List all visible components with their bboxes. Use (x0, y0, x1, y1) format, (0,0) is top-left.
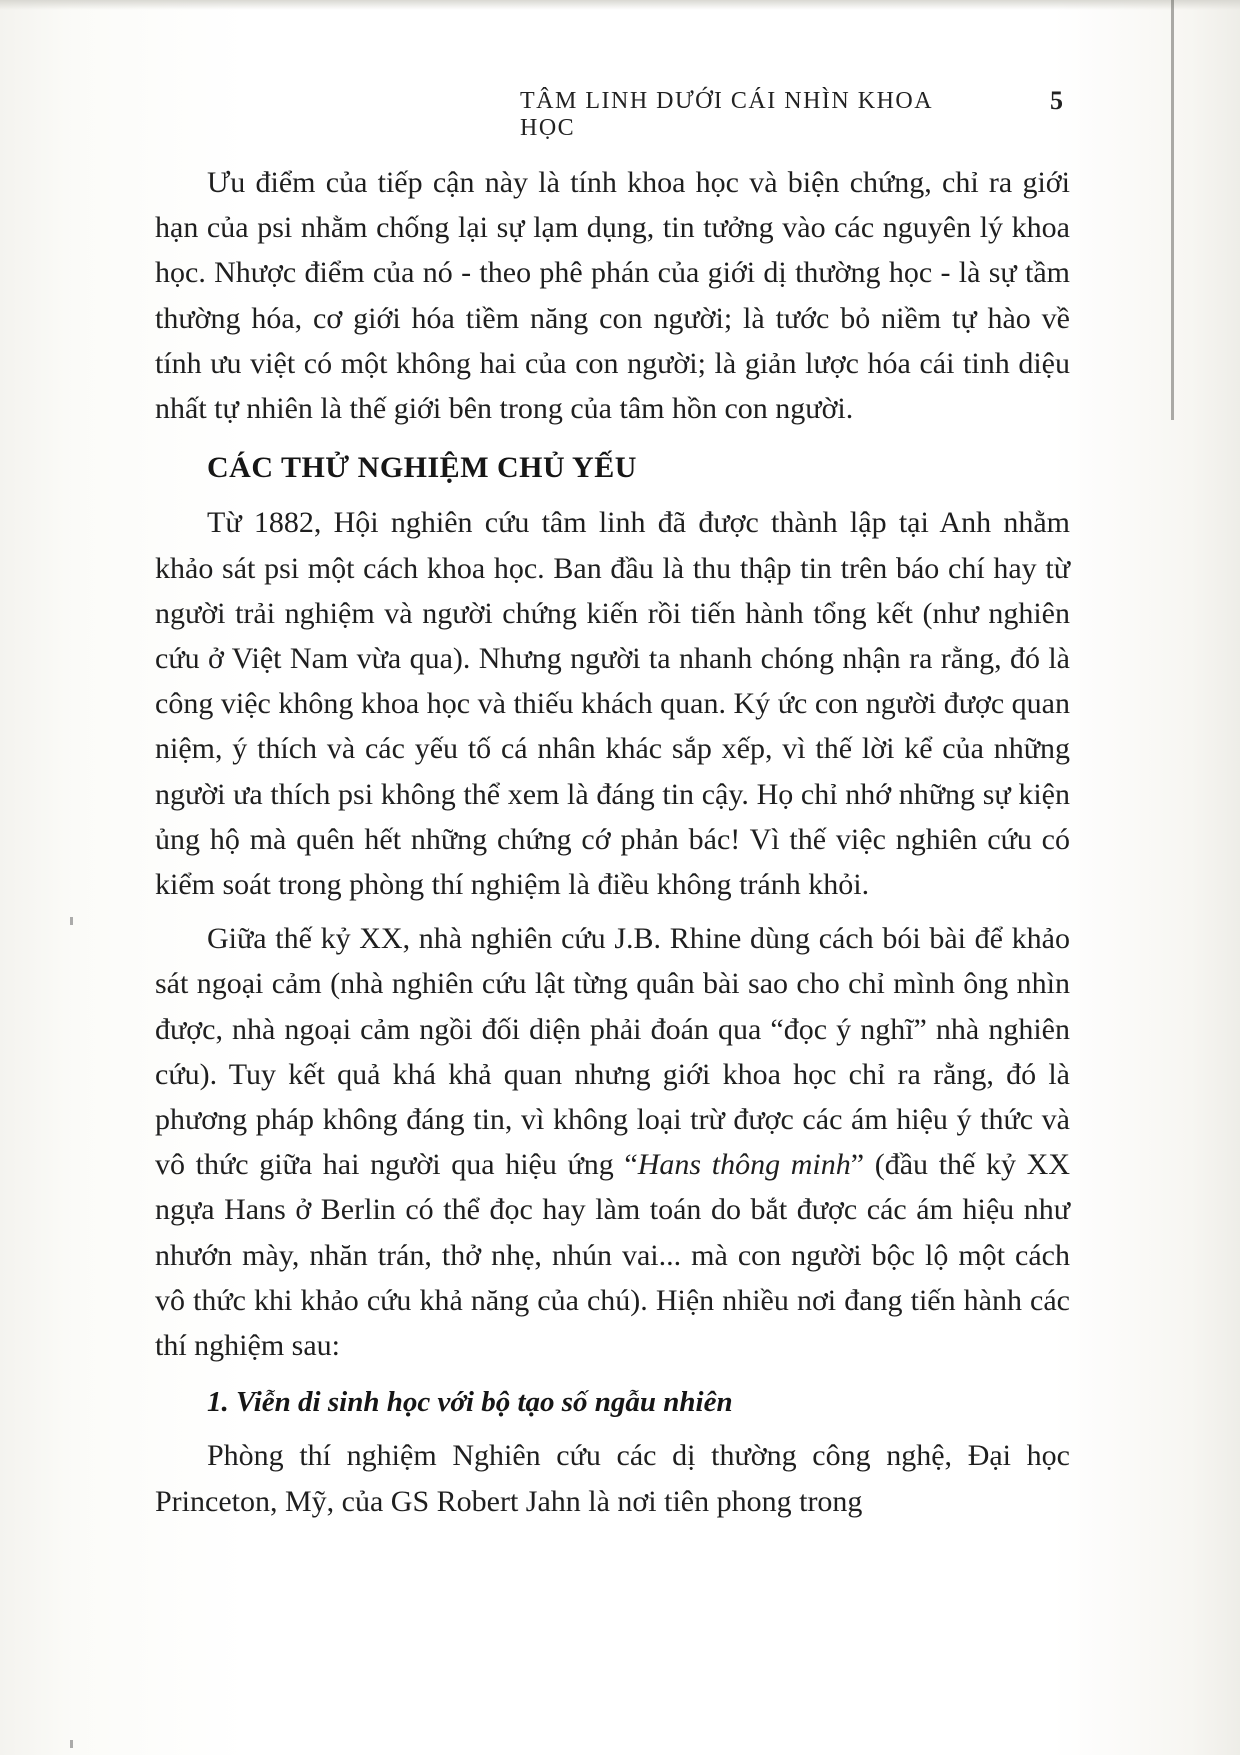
scan-speck (70, 1740, 73, 1748)
paragraph: Phòng thí nghiệm Nghiên cứu các dị thường công nghệ, Đại học Princeton, Mỹ, của GS Robert Jahn là nơi tiên phong trong (155, 1439, 1070, 1518)
paragraph-text: Giữa thế kỷ XX, nhà nghiên cứu J.B. Rhine dùng cách bói bài để khảo sát ngoại cảm (nhà nghiên cứu lật từng quân bài sao cho chỉ mình ông nhìn được, nhà ngoại cảm ngồi đối diện phải đoán qua “đọc ý nghĩ” nhà nghiên cứu). Tuy kết quả khá khả quan nhưng giới khoa học chỉ ra rằng, đó là phương pháp không đáng tin, vì không loại trừ được các ám hiệu ý thức và vô thức giữa hai người qua hiệu ứng “ (155, 922, 1070, 1182)
paragraph: Ưu điểm của tiếp cận này là tính khoa học và biện chứng, chỉ ra giới hạn của psi nhằm chống lại sự lạm dụng, tin tưởng vào các nguyên lý khoa học. Nhược điểm của nó - theo phê phán của giới dị thường học - là sự tầm thường hóa, cơ giới hóa tiềm năng con người; là tước bỏ niềm tự hào về tính ưu việt có một không hai của con người; là giản lược hóa cái tinh diệu nhất tự nhiên là thế giới bên trong của tâm hồn con người. (155, 166, 1070, 426)
italic-term: Hans thông minh (637, 1148, 851, 1182)
running-header-title: TÂM LINH DƯỚI CÁI NHÌN KHOA HỌC (520, 88, 932, 141)
section-heading: CÁC THỬ NGHIỆM CHỦ YẾU (207, 451, 637, 485)
page-number: 5 (1050, 86, 1063, 115)
paragraph (155, 916, 1070, 1368)
paragraph: Từ 1882, Hội nghiên cứu tâm linh đã được thành lập tại Anh nhằm khảo sát psi một cách khoa học. Ban đầu là thu thập tin trên báo chí hay từ người trải nghiệm và người chứng kiến rồi tiến hành tổng kết (như nghiên cứu ở Việt Nam vừa qua). Nhưng người ta nhanh chóng nhận ra rằng, đó là công việc không khoa học và thiếu khách quan. Ký ức con người được quan niệm, ý thích và các yếu tố cá nhân khác sắp xếp, vì thế lời kể của những người ưa thích psi không thể xem là đáng tin cậy. Họ chỉ nhớ những sự kiện ủng hộ mà quên hết những chứng cớ phản bác! Vì thế việc nghiên cứu có kiểm soát trong phòng thí nghiệm là điều không tránh khỏi. (155, 506, 1070, 902)
page-edge-line (1171, 0, 1174, 420)
page-body (155, 160, 1070, 1524)
subsection-heading: 1. Viễn di sinh học với bộ tạo số ngẫu nhiên (207, 1386, 733, 1419)
page-top-shadow (0, 0, 1240, 10)
scan-speck (70, 917, 73, 925)
paragraph-text: ” (đầu thế kỷ XX ngựa Hans ở Berlin có thể đọc hay làm toán do bắt được các ám hiệu như nhướn mày, nhăn trán, thở nhẹ, nhún vai... mà con người bộc lộ một cách vô thức khi khảo cứu khả năng của chú). Hiện nhiều nơi đang tiến hành các thí nghiệm sau: (155, 1148, 1070, 1363)
